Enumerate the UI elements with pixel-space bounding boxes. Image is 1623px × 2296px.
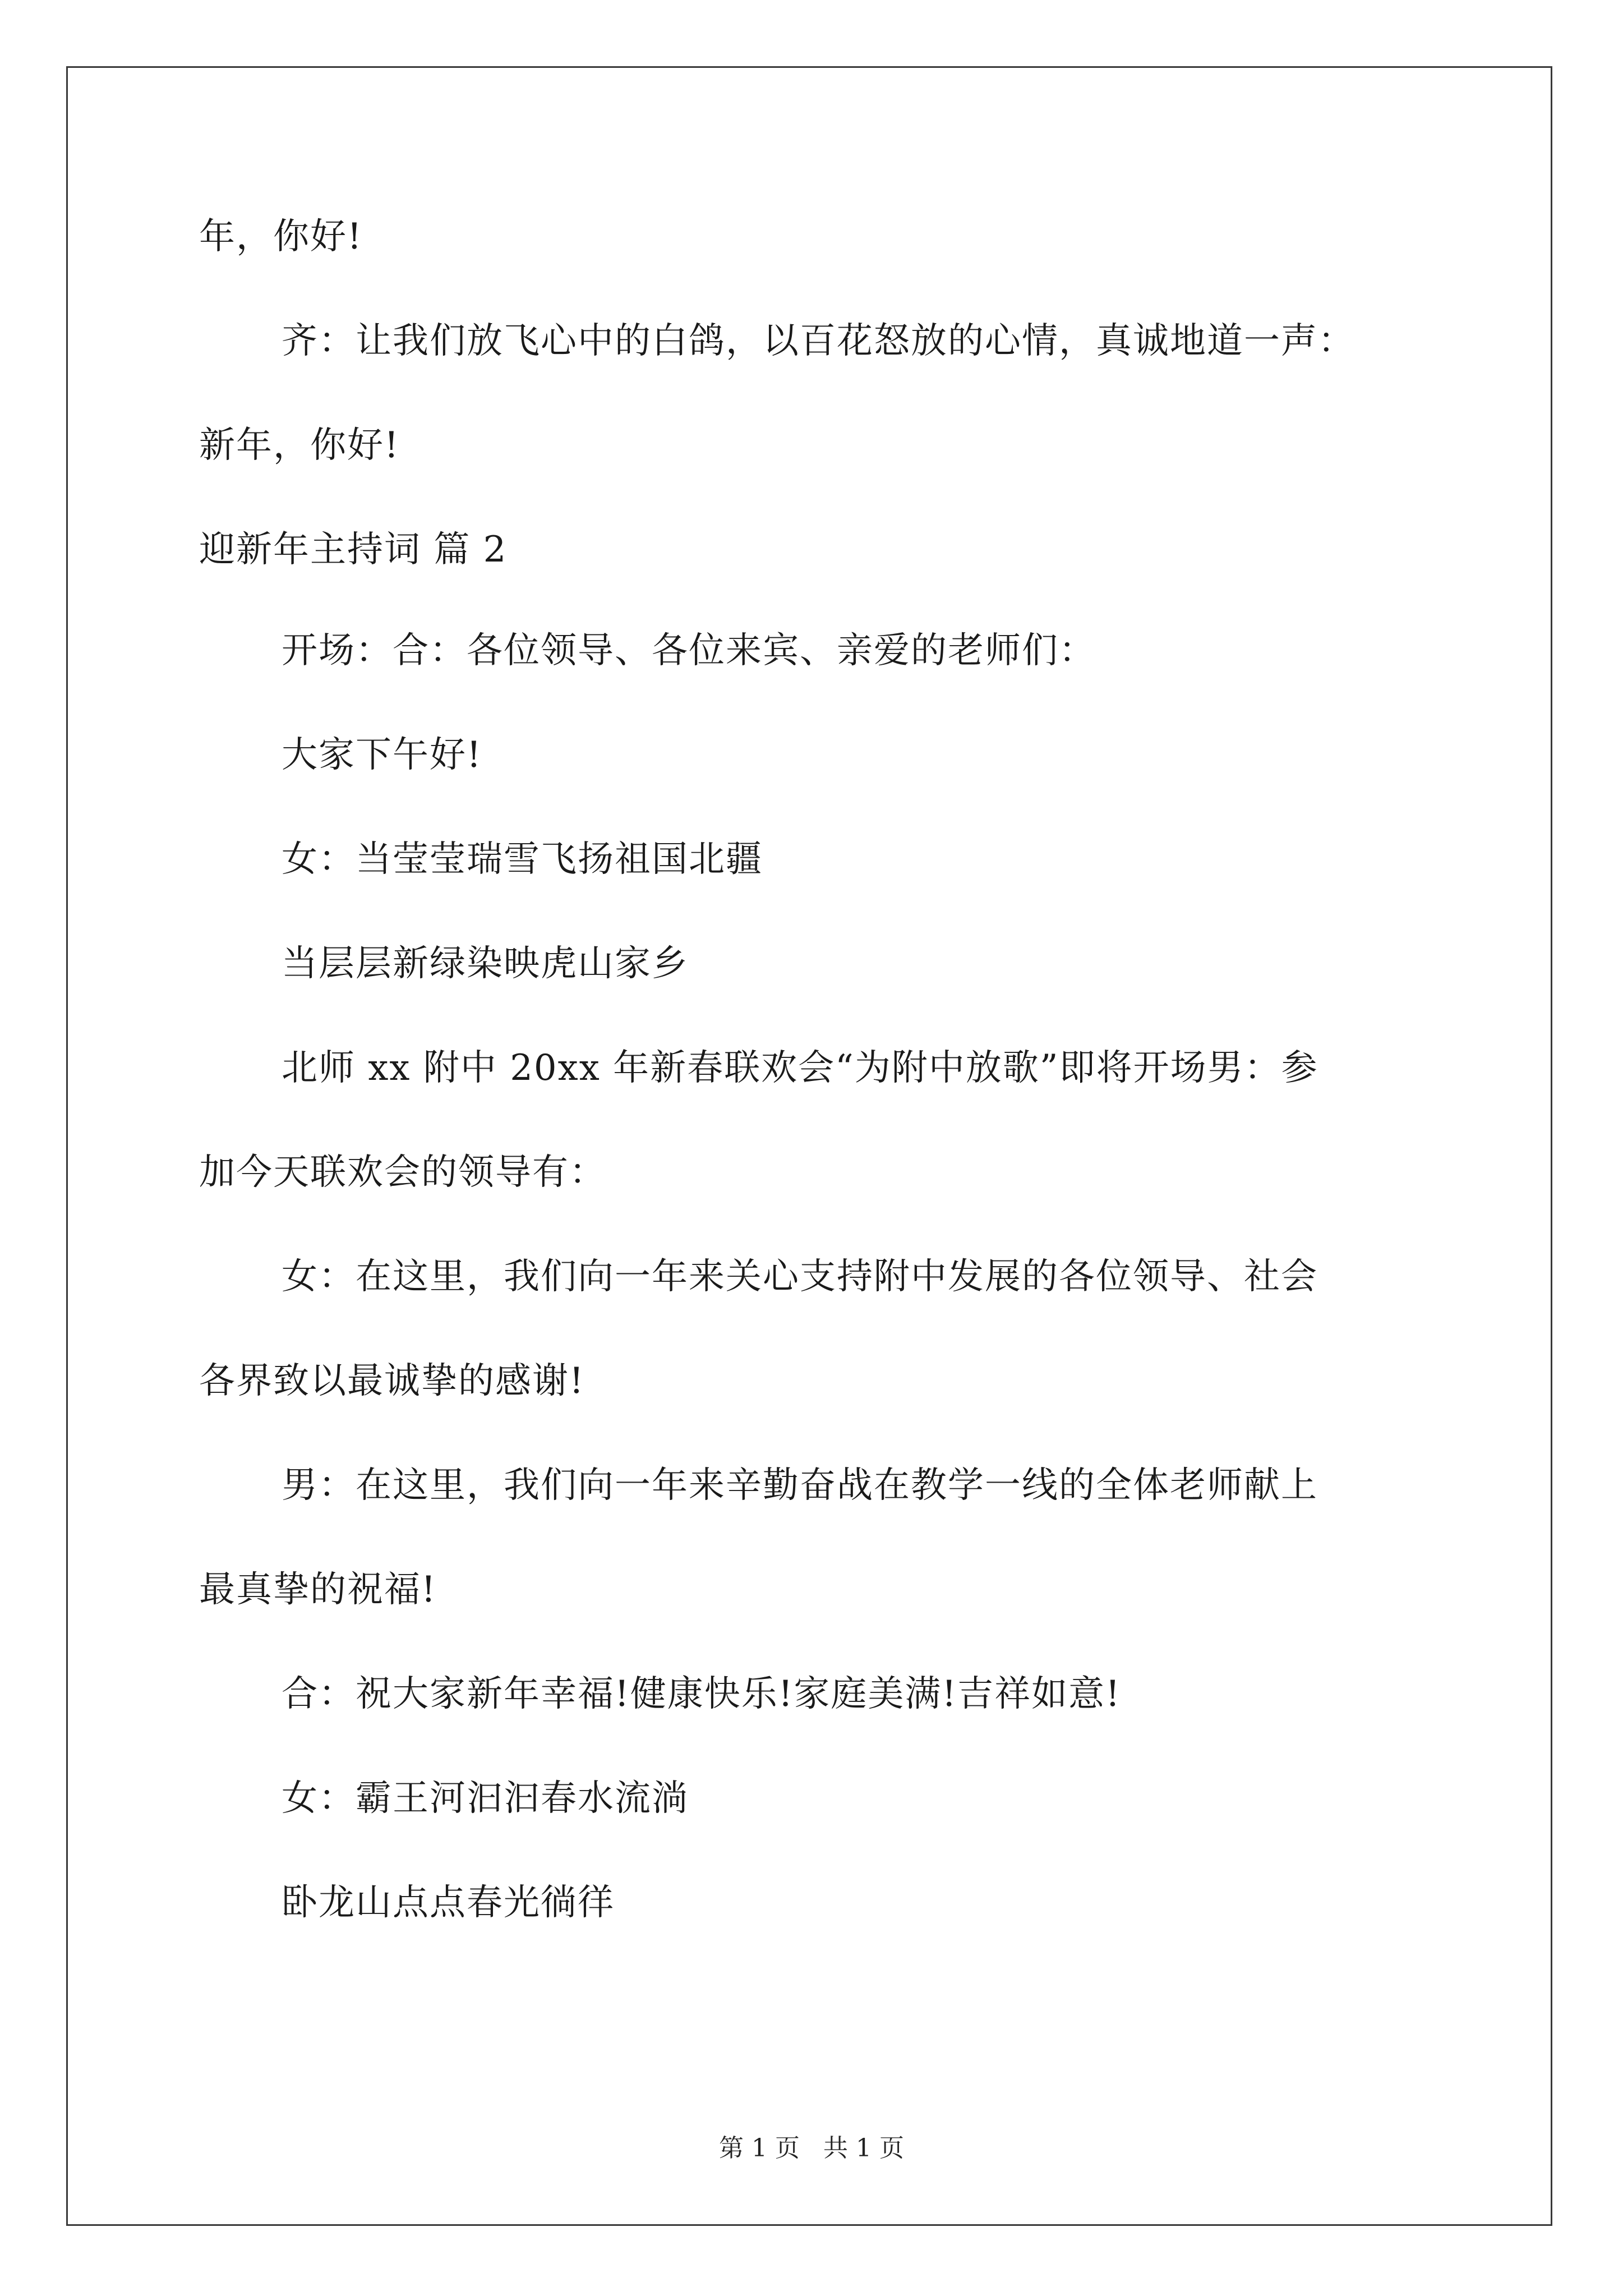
body-line: 各界致以最诚挚的感谢!: [199, 1360, 585, 1402]
body-line: 加今天联欢会的领导有：: [199, 1152, 606, 1193]
body-line: 女：当莹莹瑞雪飞扬祖国北疆: [282, 839, 763, 880]
body-line: 女：霸王河汩汩春水流淌: [282, 1778, 689, 1819]
body-line: 卧龙山点点春光徜徉: [282, 1882, 615, 1924]
page-number: 第 1 页: [719, 2134, 800, 2162]
document-body: [199, 216, 1427, 1989]
body-line: 男：在这里，我们向一年来辛勤奋战在教学一线的全体老师献上: [282, 1465, 1318, 1506]
page-total: 共 1 页: [823, 2134, 904, 2162]
body-line: 大家下午好!: [282, 734, 482, 776]
body-line: 女：在这里，我们向一年来关心支持附中发展的各位领导、社会: [282, 1256, 1318, 1297]
body-line: 齐：让我们放飞心中的白鸽，以百花怒放的心情，真诚地道一声：: [282, 320, 1355, 362]
body-line: 北师 xx 附中 20xx 年新春联欢会“为附中放歌”即将开场男：参: [282, 1047, 1318, 1089]
section-heading: 迎新年主持词 篇 2: [199, 529, 508, 570]
body-line: 开场：合：各位领导、各位来宾、亲爱的老师们：: [282, 630, 1096, 671]
body-line: 合：祝大家新年幸福!健康快乐!家庭美满!吉祥如意!: [282, 1673, 1121, 1715]
body-line: 年，你好!: [199, 216, 363, 257]
page-footer: [0, 2136, 1623, 2161]
body-line: 当层层新绿染映虎山家乡: [282, 943, 689, 984]
body-line: 最真挚的祝福!: [199, 1569, 437, 1611]
body-line: 新年，你好!: [199, 425, 400, 466]
